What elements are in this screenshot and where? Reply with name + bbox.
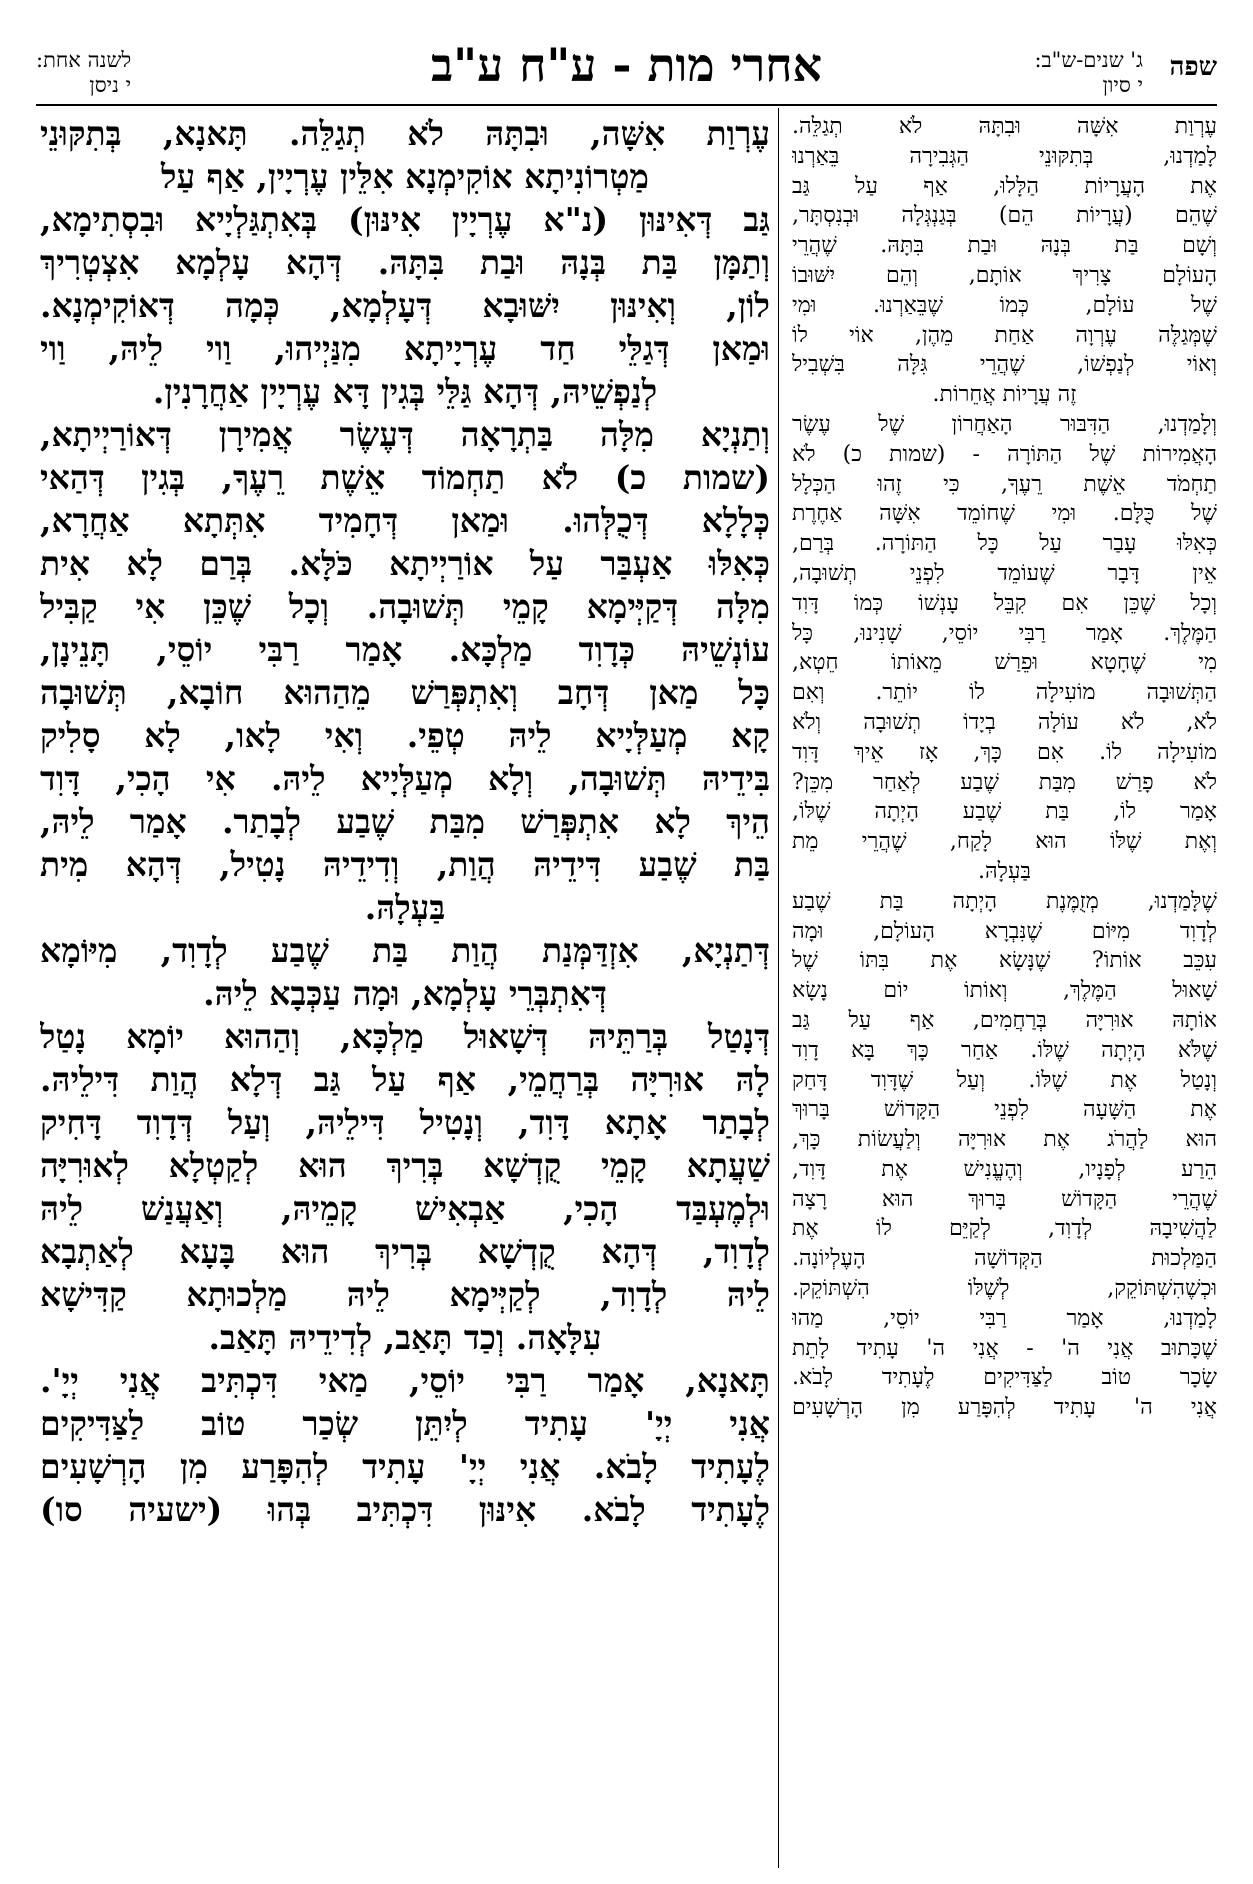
commentary-line <box>792 1423 1217 1453</box>
main-line: כְּאִלּוּ אַעְבַּר עַל אוֹרַיְיתָא כֹּלָּא. בְּרַם לָא אִית <box>40 544 770 583</box>
main-line: לֶעָתִיד לָבֹא. אֲנִי יְיָ' עָתִיד לְהִפָּרַע מִן הָרְשָׁעִים <box>40 1447 770 1486</box>
commentary-line: הַמֶּלֶךְ. אָמַר רַבִּי יוֹסֵי, שָׁנִינוּ, כָּל <box>792 620 1217 646</box>
main-line: בִּידֵיהּ תְּשׁוּבָה, וְלָא מְעַלְּיָיא לֵיהּ. אִי הָכִי, דָּוִד <box>40 759 770 798</box>
commentary-line: מִי שֶׁחָטָא וּפֵרַשׁ מֵאוֹתוֹ חֵטְא, <box>792 650 1217 676</box>
commentary-line: אֶת הָעֲרָיוֹת הַלָּלוּ, אַף עַל גַּב <box>792 173 1217 199</box>
column-divider <box>778 108 779 1868</box>
commentary-line: בַּעְלָהּ. <box>978 858 1031 884</box>
schedule-date: י סיון <box>1102 73 1143 97</box>
commentary-line: שֶׁכָּתוּב אֲנִי ה' - אֲנִי ה' עָתִיד לָתֵת <box>792 1335 1217 1361</box>
aramaic-main-text <box>40 112 770 1531</box>
main-line: לָהּ אוּרִיָּה בְּרַחֲמֵי, אַף עַל גַּב דְּלָא הֲוַת דִּילֵיהּ. <box>40 1060 770 1099</box>
commentary-line: שֶׁל עוֹלָם, כְּמוֹ שֶׁבֵּאַרְנוּ. וּמִי <box>792 292 1217 318</box>
main-line: קָא מְעַלְּיָיא לֵיהּ טְפֵי. וְאִי לָאו, לָא סָלִיק <box>40 716 770 755</box>
main-line: בַּעְלָהּ. <box>364 888 446 927</box>
reading-schedule-one-year <box>36 48 131 98</box>
commentary-line: לָמַדְנוּ, אָמַר רַבִּי יוֹסֵי, מַהוּ <box>792 1305 1217 1331</box>
commentary-line: שֶׁהֵם (עֲרָיוֹת הֵם) בְּגַנְגְּלָה וּבְנִסְתָּר, <box>792 203 1217 229</box>
commentary-line: מוֹעִילָה לוֹ. אִם כָּךְ, אָז אֵיךְ דָּוִד <box>792 739 1217 765</box>
commentary-line: הֵרַע לְפָנָיו, וְהֶעֱנִישׁ אֶת דָּוִד, <box>792 1156 1217 1182</box>
hebrew-translation-column <box>792 112 1217 1453</box>
schedule-label: לשנה אחת: <box>36 48 132 72</box>
main-line: (שמות כ) לֹא תַחְמוֹד אֵשֶׁת רֵעֶךָ, בְּגִין דְּהַאי <box>40 458 770 497</box>
commentary-line: לָמַדְנוּ, בְּתִקּוּנֵי הַגְּבִירָה בֵּאַרְנוּ <box>792 143 1217 169</box>
commentary-line: שֶׁמְּגַלֶּה עֶרְוָה אַחַת מֵהֶן, אוֹי לוֹ <box>792 322 1217 348</box>
commentary-line: אֵין דָּבָר שֶׁעוֹמֵד לִפְנֵי תְשׁוּבָה, <box>792 560 1217 586</box>
main-line: עִלָּאָה. וְכַד תָּאַב, לְדִידֵיהּ תָּאַב. <box>208 1318 602 1357</box>
main-line: בַּת שֶׁבַע דִּידֵיהּ הֲוַת, וְדִידֵיהּ נָטִיל, דְּהָא מִית <box>40 845 770 884</box>
commentary-line: וְאֶת שֶׁלּוֹ הוּא לָקַח, שֶׁהֲרֵי מֵת <box>792 829 1217 855</box>
main-line: וּלְמֶעְבַּד הָכִי, אַבְאִישׁ קָמֵיהּ, וְאַעֲנַשׁ לֵיהּ <box>40 1189 770 1228</box>
commentary-line: הָאֲמִירוֹת שֶׁל הַתּוֹרָה - (שמות כ) לֹא <box>792 441 1217 467</box>
commentary-line: שָׁאוּל הַמֶּלֶךְ, וְאוֹתוֹ יוֹם נָשָׂא <box>792 978 1217 1004</box>
commentary-line: לֹא, לֹא עוֹלָה בְיָדוֹ תְשׁוּבָה וְלֹא <box>792 709 1217 735</box>
main-line: עֶרְוַת אִשָּׁה, וּבִתָּהּ לֹא תְגַלֵּה. תָּאנָא, בְּתִקּוּנֵי <box>40 114 770 153</box>
main-line: גַּב דְּאִינּוּן (נ"א עֶרְיָין אִינּוּן) בְּאִתְגַּלְיָיא וּבִסְתִימָא, <box>40 200 770 239</box>
commentary-line: שֶׁהֲרֵי הַקָּדוֹשׁ בָּרוּךְ הוּא רָצָה <box>792 1186 1217 1212</box>
commentary-line: וְכָל שֶׁכֵּן אִם קִבֵּל עָנְשׁוֹ כְּמוֹ דָּוִד <box>792 590 1217 616</box>
commentary-line: הַמַּלְכוּת הַקְּדוֹשָׁה הָעֶלְיוֹנָה. <box>792 1246 1217 1272</box>
main-line: כָּל מַאן דְּחָב וְאִתְפְּרַשׁ מֵהַהוּא חוֹבָא, תְּשׁוּבָה <box>40 673 770 712</box>
commentary-line: הַתְּשׁוּבָה מוֹעִילָה לוֹ יוֹתֵר. וְאִם <box>792 680 1217 706</box>
main-line: לְנַפְשֵׁיהּ, דְּהָא גַּלֵּי בְּגִין דָּא עֶרְיָין אַחֲרָנִין. <box>152 372 658 411</box>
commentary-line: אָמַר לוֹ, בַּת שֶׁבַע הָיְתָה שֶׁלּוֹ, <box>792 799 1217 825</box>
main-line: תָּאנָא, אָמַר רַבִּי יוֹסֵי, מַאי דִּכְתִּיב אֲנִי יְיָ'. <box>40 1361 770 1400</box>
page-title: אחרי מות - ע"ח ע"ב <box>430 38 823 92</box>
commentary-line: וְשָׁם בַּת בְּנָהּ וּבַת בִּתָּהּ. שֶׁהֲרֵי <box>792 233 1217 259</box>
main-line: הֵיךְ לָא אִתְפְּרַשׁ מִבַּת שֶׁבַע לְבָתַר. אָמַר לֵיהּ, <box>40 802 770 841</box>
commentary-line: זֶה עֲרָיוֹת אֲחֵרוֹת. <box>932 382 1077 408</box>
main-line: וּמַאן דְּגַלֵּי חַד עֶרְיָיתָא מִנַּיְיהוּ, וַוי לֵיהּ, וַוי <box>40 329 770 368</box>
main-line: לְדָוִד, דְּהָא קֻדְשָׁא בְּרִיךְ הוּא בָּעָא לְאַתְבָא <box>40 1232 770 1271</box>
main-line: מַטְרוֹנִיתָא אוֹקִימְנָא אִלֵּין עֶרְיָין, אַף עַל <box>161 157 649 196</box>
commentary-line: לְדָוִד מִיּוֹם שֶׁנִּבְרָא הָעוֹלָם, וּמָה <box>792 918 1217 944</box>
header-divider <box>36 104 1217 106</box>
commentary-line: הוּא לַהֲרֹג אֶת אוּרִיָּה וְלַעֲשׂוֹת כָּךְ, <box>792 1127 1217 1153</box>
main-line: לוֹן, וְאִינּוּן יִשּׁוּבָא דְּעָלְמָא, כְּמָה דְּאוֹקִימְנָא. <box>40 286 770 325</box>
commentary-line: וְאוֹי לְנַפְשׁוֹ, שֶׁהֲרֵי גִּלָּה בִּשְׁבִיל <box>792 352 1217 378</box>
commentary-line: לֹא פָרַשׁ מִבַּת שֶׁבַע לְאַחַר מִכֵּן? <box>792 769 1217 795</box>
main-line: שַׁעֲתָא קָמֵי קֻדְשָׁא בְּרִיךְ הוּא לְקַטְלָא לְאוּרִיָּה <box>40 1146 770 1185</box>
commentary-line: וְלָמַדְנוּ, הַדִּבּוּר הָאַחֲרוֹן שֶׁל עֶשֶׂר <box>792 411 1217 437</box>
commentary-line: תַחְמֹד אֵשֶׁת רֵעֶךָ, כִּי זֶהוּ הַכְּלָל <box>792 471 1217 497</box>
commentary-line: עִכֵּב אוֹתוֹ? שֶׁנָּשָׂא אֶת בִּתּוֹ שֶׁל <box>792 948 1217 974</box>
commentary-line: שֶׁלָּמַדְנוּ, מְזֻמֶּנֶת הָיְתָה בַּת שֶׁבַע <box>792 888 1217 914</box>
commentary-line: אֲנִי ה' עָתִיד לְהִפָּרַע מִן הָרְשָׁעִים <box>792 1395 1217 1421</box>
main-line: דְּנָטַל בְּרַתֵּיהּ דְּשָׁאוּל מַלְכָּא, וְהַהוּא יוֹמָא נָטַל <box>40 1017 770 1056</box>
commentary-line: שֶׁלֹּא הָיְתָה שֶׁלּוֹ. אַחַר כָּךְ בָּא דָוִד <box>792 1037 1217 1063</box>
commentary-line: כְּאִלּוּ עָבַר עַל כָּל הַתּוֹרָה. בְּרַם, <box>792 531 1217 557</box>
folio-number: שפה <box>1169 52 1217 82</box>
main-line: מִלָּה דְּקַיְּימָא קָמֵי תְּשׁוּבָה. וְכָל שֶׁכֵּן אִי קַבִּיל <box>40 587 770 626</box>
commentary-line: הָעוֹלָם צָרִיךְ אוֹתָם, וְהֵם יִשּׁוּבוֹ <box>792 262 1217 288</box>
main-line: דְּתַנְיָא, אִזְדַּמְּנַת הֲוַת בַּת שֶׁבַע לְדָוִד, מִיּוֹמָא <box>40 931 770 970</box>
main-line: דְּאִתְבְּרֵי עָלְמָא, וּמָה עַכְּבָא לֵיהּ. <box>203 974 607 1013</box>
main-line: וְתַנְיָא מִלָּה בַּתְרָאָה דְּעֶשֶׂר אֲמִירָן דְּאוֹרַיְיתָא, <box>40 415 770 454</box>
commentary-line: שָׂכָר טוֹב לַצַּדִּיקִים לֶעָתִיד לָבֹא. <box>792 1365 1217 1391</box>
main-line: וְתַמָּן בַּת בְּנָהּ וּבַת בִּתָּהּ. דְּהָא עָלְמָא אִצְטְרִיךְ <box>40 243 770 282</box>
main-line: לֶעָתִיד לָבֹא. אִינּוּן דִּכְתִּיב בְּהוּ (ישעיה סו) <box>40 1490 770 1529</box>
commentary-line: וּכְשֶׁהִשְׁתּוֹקֵק, לְשֶׁלּוֹ הִשְׁתּוֹקֵק. <box>792 1276 1217 1302</box>
main-line: לֵיהּ לְדָוִד, לְקַיְּימָא לֵיהּ מַלְכוּתָא קַדִּישָׁא <box>40 1275 770 1314</box>
main-line: עוֹנְשֵׁיהּ כְּדָוִד מַלְכָּא. אָמַר רַבִּי יוֹסֵי, תָּנֵינָן, <box>40 630 770 669</box>
main-line: כְּלָלָא דְּכֻלְּהוּ. וּמַאן דְּחָמִיד אִתְּתָא אַחֲרָא, <box>40 501 770 540</box>
main-line: לְבָתַר אָתָא דָּוִד, וְנָטִיל דִּילֵיהּ, וְעַל דְּדָוִד דָּחִיק <box>40 1103 770 1142</box>
schedule-label: ג' שנים-ש"ב: <box>1034 48 1143 72</box>
schedule-date: י ניסן <box>89 73 132 97</box>
commentary-line: אוֹתָהּ אוּרִיָּה בְּרַחֲמִים, אַף עַל גַּב <box>792 1007 1217 1033</box>
commentary-line: עֶרְוַת אִשָּׁה וּבִתָּהּ לֹא תְגַלֵּה. <box>792 114 1217 139</box>
commentary-line: שֶׁל כֻּלָּם. וּמִי שֶׁחוֹמֵד אִשָּׁה אַחֶרֶת <box>792 501 1217 527</box>
commentary-line: לַהֲשִׁיבָהּ לְדָוִד, לְקַיֵּם לוֹ אֶת <box>792 1216 1217 1242</box>
commentary-line: וְנָטַל אֶת שֶׁלּוֹ. וְעַל שֶׁדָּוִד דָּחַק <box>792 1067 1217 1093</box>
commentary-line: אֶת הַשָּׁעָה לִפְנֵי הַקָּדוֹשׁ בָּרוּךְ <box>792 1097 1217 1123</box>
main-line: אֲנִי יְיָ' עָתִיד לְיִתֵּן שְׂכַר טוֹב לַצַּדִּיקִים <box>40 1404 770 1443</box>
